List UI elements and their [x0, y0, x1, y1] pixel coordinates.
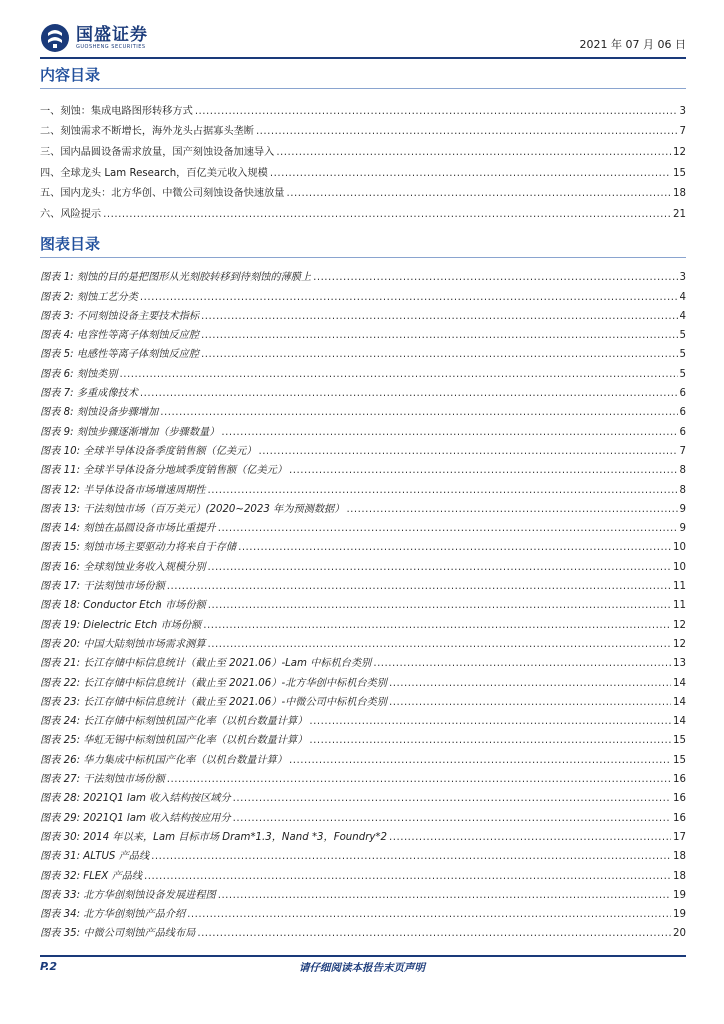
footer-divider	[40, 955, 686, 957]
logo-english-name: GUOSHENG SECURITIES	[76, 43, 146, 50]
dot-leader	[208, 485, 678, 496]
disclaimer-note: 请仔细阅读本报告末页声明	[299, 962, 425, 974]
figure-page: 11	[673, 581, 686, 593]
dot-leader	[270, 168, 671, 179]
figure-entry[interactable]	[40, 534, 686, 553]
figure-entry[interactable]	[40, 727, 686, 746]
toc-heading: 内容目录	[40, 66, 101, 84]
figure-caption: FLEX 产品线	[83, 870, 143, 882]
figure-number: 图表 18:	[40, 600, 81, 612]
figure-number: 图表 27:	[40, 774, 81, 786]
figure-page: 11	[673, 600, 686, 612]
figure-number: 图表 30:	[40, 831, 81, 843]
figure-page: 15	[673, 735, 686, 747]
figure-page: 16	[673, 793, 686, 805]
dot-leader	[208, 639, 672, 650]
figure-number: 图表 3:	[40, 310, 74, 322]
dot-leader	[197, 928, 671, 939]
dot-leader	[313, 272, 677, 283]
figure-entry[interactable]	[40, 746, 686, 765]
figure-caption: 刻蚀工艺分类	[76, 291, 138, 303]
figure-caption: 刻蚀在晶圆设备市场比重提升	[83, 523, 216, 535]
toc-entry[interactable]	[40, 199, 686, 220]
dot-leader	[140, 388, 678, 399]
figure-entry[interactable]	[40, 573, 686, 592]
dot-leader	[201, 311, 677, 322]
figure-entry[interactable]	[40, 264, 686, 283]
dot-leader	[233, 793, 671, 804]
figure-caption: 北方华创刻蚀设备发展进程图	[83, 889, 216, 901]
toc-heading-rule	[40, 88, 686, 89]
dot-leader	[120, 369, 678, 380]
figure-caption: 多重成像技术	[76, 388, 138, 400]
dot-leader	[140, 292, 678, 303]
figure-number: 图表 9:	[40, 426, 74, 438]
figure-caption: 2021Q1 lam 收入结构按区域分	[83, 793, 231, 805]
figure-entry[interactable]	[40, 303, 686, 322]
figure-number: 图表 15:	[40, 542, 81, 554]
figure-page: 18	[673, 870, 686, 882]
figure-page: 12	[673, 619, 686, 631]
figure-caption: ALTUS 产品线	[83, 851, 150, 863]
figure-caption: 半导体设备市场增速周期性	[83, 484, 206, 496]
figure-page: 14	[673, 677, 686, 689]
figure-page: 16	[673, 812, 686, 824]
figure-number: 图表 24:	[40, 716, 81, 728]
figure-entry[interactable]	[40, 515, 686, 534]
figure-page: 20	[673, 928, 686, 940]
figure-number: 图表 31:	[40, 851, 81, 863]
figure-number: 图表 21:	[40, 658, 81, 670]
logo-text	[76, 26, 148, 51]
figure-entry[interactable]	[40, 438, 686, 457]
figure-caption: 中微公司刻蚀产品线布局	[83, 928, 196, 940]
toc-entry-page: 3	[679, 105, 686, 117]
figure-caption: 刻蚀步骤逐渐增加（步骤数量）	[76, 426, 220, 438]
figure-entry[interactable]	[40, 689, 686, 708]
figure-caption: 电容性等离子体刻蚀反应腔	[76, 330, 200, 342]
figure-number: 图表 19:	[40, 619, 81, 631]
figure-number: 图表 12:	[40, 484, 81, 496]
figure-page: 12	[673, 638, 686, 650]
figure-page: 4	[679, 291, 686, 303]
dot-leader	[218, 890, 671, 901]
figure-number: 图表 13:	[40, 503, 81, 515]
figure-page: 19	[673, 889, 686, 901]
figure-number: 图表 6:	[40, 368, 74, 380]
figure-caption: 2021Q1 lam 收入结构按应用分	[83, 812, 231, 824]
dot-leader	[309, 735, 671, 746]
figures-heading-rule	[40, 257, 686, 258]
dot-leader	[289, 755, 671, 766]
figure-number: 图表 32:	[40, 870, 81, 882]
figure-caption: 干法刻蚀市场（百万美元）(2020~2023 年为预测数据）	[83, 503, 345, 515]
figure-entry[interactable]	[40, 341, 686, 360]
figure-entry[interactable]	[40, 592, 686, 611]
dot-leader	[195, 106, 678, 117]
dot-leader	[389, 678, 671, 689]
figure-page: 18	[673, 851, 686, 863]
figure-caption: 刻蚀设备步骤增加	[76, 407, 159, 419]
figure-caption: 干法刻蚀市场份额	[83, 774, 165, 786]
figure-number: 图表 8:	[40, 407, 74, 419]
toc-entry-label: 三、国内晶圆设备需求放量，国产刻蚀设备加速导入	[40, 147, 275, 159]
dot-leader	[256, 126, 678, 137]
figure-caption: 不同刻蚀设备主要技术指标	[76, 310, 200, 322]
figure-caption: 华虹无锡中标刻蚀机国产化率（以机台数量计算）	[83, 735, 308, 747]
page-number: P.2	[40, 960, 58, 973]
figure-page: 10	[673, 561, 686, 573]
toc-entry-label: 四、全球龙头 Lam Research，百亿美元收入规模	[40, 167, 268, 179]
company-logo	[40, 22, 148, 54]
figure-page: 8	[679, 484, 686, 496]
figure-entry[interactable]	[40, 380, 686, 399]
dot-leader	[103, 209, 671, 220]
figure-number: 图表 11:	[40, 465, 81, 477]
dot-leader	[389, 832, 671, 843]
toc-entry[interactable]	[40, 158, 686, 179]
figure-caption: Conductor Etch 市场份额	[83, 600, 206, 612]
figure-entry[interactable]	[40, 631, 686, 650]
page-header	[40, 18, 686, 58]
figure-entry[interactable]	[40, 418, 686, 437]
figure-page: 5	[679, 368, 686, 380]
figure-caption: 北方华创刻蚀产品介绍	[83, 909, 186, 921]
figure-caption: 刻蚀市场主要驱动力将来自于存储	[83, 542, 237, 554]
figure-caption: 干法刻蚀市场份额	[83, 581, 165, 593]
dot-leader	[233, 813, 671, 824]
figure-number: 图表 2:	[40, 291, 74, 303]
dot-leader	[287, 188, 672, 199]
figure-page: 7	[679, 445, 686, 457]
dot-leader	[276, 147, 671, 158]
toc-list	[40, 96, 686, 220]
figure-entry[interactable]	[40, 457, 686, 476]
figure-number: 图表 28:	[40, 793, 81, 805]
figure-caption: 全球半导体设备分地域季度销售额（亿美元）	[83, 465, 288, 477]
dot-leader	[373, 658, 671, 669]
figure-entry[interactable]	[40, 708, 686, 727]
figure-number: 图表 33:	[40, 889, 81, 901]
toc-entry-label: 六、风险提示	[40, 209, 102, 221]
toc-entry-page: 7	[679, 126, 686, 138]
figure-number: 图表 22:	[40, 677, 81, 689]
dot-leader	[208, 600, 671, 611]
figure-page: 8	[679, 465, 686, 477]
figure-page: 19	[673, 909, 686, 921]
figure-page: 4	[679, 310, 686, 322]
figure-page: 14	[673, 696, 686, 708]
figure-caption: 全球刻蚀业务收入规模分别	[83, 561, 206, 573]
figure-entry[interactable]	[40, 283, 686, 302]
figure-caption: 全球半导体设备季度销售额（亿美元）	[83, 445, 257, 457]
figure-caption: 长江存储中标刻蚀机国产化率（以机台数量计算）	[83, 716, 308, 728]
toc-entry-page: 21	[673, 209, 686, 221]
dot-leader	[167, 774, 671, 785]
dot-leader	[201, 349, 677, 360]
figure-page: 3	[679, 272, 686, 284]
logo-chinese-name: 国盛证券	[76, 24, 148, 45]
dot-leader	[346, 504, 677, 515]
figure-entry[interactable]	[40, 824, 686, 843]
figures-list	[40, 264, 686, 939]
dot-leader	[289, 465, 678, 476]
figure-page: 5	[679, 349, 686, 361]
figure-caption: 电感性等离子体刻蚀反应腔	[76, 349, 200, 361]
dot-leader	[151, 851, 671, 862]
figure-page: 14	[673, 716, 686, 728]
dot-leader	[160, 407, 677, 418]
figure-entry[interactable]	[40, 399, 686, 418]
figure-caption: 华力集成中标机国产化率（以机台数量计算）	[83, 754, 288, 766]
dot-leader	[389, 697, 671, 708]
figure-entry[interactable]	[40, 496, 686, 515]
figure-caption: 长江存储中标信息统计（截止至 2021.06）-Lam 中标机台类别	[83, 658, 372, 670]
figure-caption: 2014 年以来，Lam 目标市场 Dram*1.3，Nand *3，Foundry*2	[83, 831, 387, 843]
header-divider	[40, 57, 686, 59]
figure-page: 6	[679, 426, 686, 438]
figure-entry[interactable]	[40, 843, 686, 862]
figure-entry[interactable]	[40, 785, 686, 804]
figure-caption: 刻蚀的目的是把图形从光刻胶转移到待刻蚀的薄膜上	[76, 272, 312, 284]
figure-entry[interactable]	[40, 920, 686, 939]
dot-leader	[203, 620, 671, 631]
figure-caption: Dielectric Etch 市场份额	[83, 619, 202, 631]
toc-entry[interactable]	[40, 179, 686, 200]
figure-number: 图表 4:	[40, 330, 74, 342]
figure-caption: 长江存储中标信息统计（截止至 2021.06）-中微公司中标机台类别	[83, 696, 387, 708]
figure-page: 16	[673, 774, 686, 786]
toc-entry-label: 二、刻蚀需求不断增长，海外龙头占据寡头垄断	[40, 126, 254, 138]
dot-leader	[208, 562, 672, 573]
toc-entry-page: 12	[673, 147, 686, 159]
dot-leader	[218, 523, 678, 534]
figure-number: 图表 14:	[40, 523, 81, 535]
figure-number: 图表 1:	[40, 272, 74, 284]
figure-number: 图表 20:	[40, 638, 81, 650]
figure-number: 图表 23:	[40, 696, 81, 708]
figure-page: 15	[673, 754, 686, 766]
figure-entry[interactable]	[40, 322, 686, 341]
figure-entry[interactable]	[40, 901, 686, 920]
dot-leader	[144, 871, 671, 882]
figures-heading: 图表目录	[40, 235, 101, 253]
figure-page: 9	[679, 523, 686, 535]
figure-page: 9	[679, 503, 686, 515]
figure-entry[interactable]	[40, 669, 686, 688]
figure-number: 图表 16:	[40, 561, 81, 573]
figure-number: 图表 26:	[40, 754, 81, 766]
figure-page: 6	[679, 407, 686, 419]
figure-entry[interactable]	[40, 611, 686, 630]
figure-number: 图表 35:	[40, 928, 81, 940]
toc-entry-page: 18	[673, 188, 686, 200]
toc-entry[interactable]	[40, 117, 686, 138]
figure-number: 图表 25:	[40, 735, 81, 747]
figure-number: 图表 17:	[40, 581, 81, 593]
figure-page: 10	[673, 542, 686, 554]
dot-leader	[238, 542, 671, 553]
figure-number: 图表 7:	[40, 388, 74, 400]
figure-page: 6	[679, 388, 686, 400]
figure-caption: 中国大陆刻蚀市场需求测算	[83, 638, 206, 650]
figure-entry[interactable]	[40, 650, 686, 669]
toc-entry[interactable]	[40, 137, 686, 158]
figure-entry[interactable]	[40, 882, 686, 901]
figure-number: 图表 10:	[40, 445, 81, 457]
figure-entry[interactable]	[40, 360, 686, 379]
logo-mark-icon	[40, 23, 70, 53]
figure-number: 图表 34:	[40, 909, 81, 921]
figure-entry[interactable]	[40, 553, 686, 572]
figure-caption: 长江存储中标信息统计（截止至 2021.06）-北方华创中标机台类别	[83, 677, 387, 689]
report-date: 2021 年 07 月 06 日	[579, 38, 686, 51]
dot-leader	[187, 909, 671, 920]
toc-entry-label: 一、刻蚀：集成电路图形转移方式	[40, 105, 193, 117]
toc-entry[interactable]	[40, 96, 686, 117]
dot-leader	[201, 330, 677, 341]
figure-number: 图表 29:	[40, 812, 81, 824]
figure-entry[interactable]	[40, 476, 686, 495]
dot-leader	[167, 581, 671, 592]
dot-leader	[221, 427, 677, 438]
figure-page: 13	[673, 658, 686, 670]
toc-entry-label: 五、国内龙头：北方华创、中微公司刻蚀设备快速放量	[40, 188, 285, 200]
figure-entry[interactable]	[40, 804, 686, 823]
dot-leader	[258, 446, 677, 457]
figure-entry[interactable]	[40, 862, 686, 881]
figure-page: 5	[679, 330, 686, 342]
figure-number: 图表 5:	[40, 349, 74, 361]
toc-entry-page: 15	[673, 167, 686, 179]
figure-caption: 刻蚀类别	[76, 368, 118, 380]
figure-entry[interactable]	[40, 766, 686, 785]
dot-leader	[309, 716, 671, 727]
figure-page: 17	[673, 831, 686, 843]
